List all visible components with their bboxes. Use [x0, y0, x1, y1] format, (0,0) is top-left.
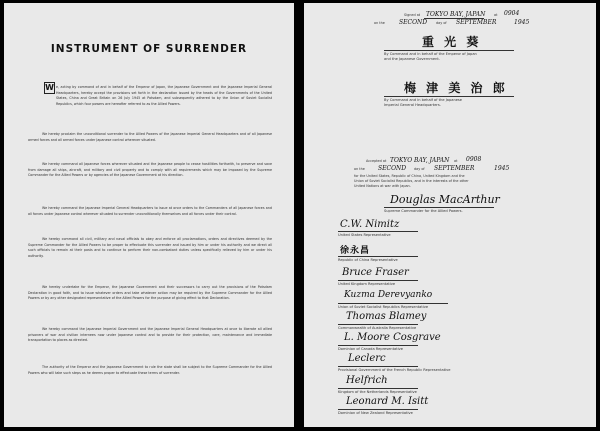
accepted-text-line-2: Union of Soviet Socialist Republics, and in the interests of the other [354, 179, 469, 183]
signatory-caption: Commonwealth of Australia Representative [338, 326, 417, 330]
document-title: INSTRUMENT OF SURRENDER [50, 43, 248, 55]
paragraph-8: The authority of the Emperor and the Japanese Government to rule the state shall be subject to the Supreme Commander for the Allied Powers who will take such steps as he deems proper to effectuate these terms of surrender. [28, 365, 272, 375]
signature-line [384, 207, 494, 208]
signatory-signature: L. Moore Cosgrave [344, 332, 441, 343]
surrender-document-page-1 [4, 3, 294, 427]
signatory-signature: Leonard M. Isitt [346, 396, 429, 407]
accepted-place: TOKYO BAY, JAPAN [390, 157, 450, 164]
signatory-caption: Kingdom of the Netherlands Representative [338, 390, 417, 394]
surrender-document-page-2 [304, 3, 596, 427]
signatory-signature: Kuzma Derevyanko [344, 290, 433, 300]
signatory-signature: Leclerc [348, 353, 386, 364]
japan-headquarters-signature: 梅 津 美 治 郎 [404, 81, 508, 95]
accepted-month: SEPTEMBER [434, 165, 475, 172]
signed-at-label: Signed at [404, 13, 421, 17]
signatory-signature: 徐永昌 [340, 246, 371, 256]
signed-day: SECOND [399, 19, 428, 26]
accepted-year: 1945 [494, 165, 510, 172]
signature-line [338, 231, 418, 232]
signed-month: SEPTEMBER [456, 19, 497, 26]
paragraph-7: We hereby command the Japanese Imperial Government and the Japanese Imperial General Headquarters at once to liberate all allied prisoners of war and civilian internees now under Japanese control and to provide for their protection, care, maintenance and immediate transportation to places as directed. [28, 327, 272, 343]
accepted-day: SECOND [378, 165, 407, 172]
japan-government-signature: 重 光 葵 [422, 35, 482, 49]
paragraph-2: We hereby proclaim the unconditional surrender to the Allied Powers of the Japanese Imperial General Headquarters and of all Japanese armed forces and all armed forces under Japanese control wherever situated. [28, 132, 272, 142]
signatory-caption: United States Representative [338, 233, 391, 237]
japan-government-caption-1: By Command and in behalf of the Emperor of Japan [384, 52, 477, 56]
signature-line [338, 366, 418, 367]
signature-line [338, 303, 448, 304]
accepted-time: 0908 [466, 156, 482, 163]
signed-time: 0904 [504, 10, 520, 17]
signatory-caption: Dominion of New Zealand Representative [338, 411, 413, 415]
accepted-at-label: Accepted at [366, 159, 387, 163]
signatory-caption: Provisional Government of the French Republic Representative [338, 368, 451, 372]
signed-place: TOKYO BAY, JAPAN [426, 11, 486, 18]
day-of-label: day of [436, 21, 447, 25]
signature-line [338, 409, 418, 410]
japan-headquarters-caption-1: By Command and in behalf of the Japanese [384, 98, 463, 102]
signed-year: 1945 [514, 19, 530, 26]
signature-line [338, 324, 418, 325]
signatory-caption: Republic of China Representative [338, 258, 398, 262]
signatory-signature: Thomas Blamey [346, 311, 427, 322]
on-the-label: on the [374, 21, 385, 25]
signatory-signature: Bruce Fraser [342, 267, 409, 278]
macarthur-signature: Douglas MacArthur [390, 193, 500, 206]
signature-line [384, 96, 514, 97]
japan-government-caption-2: and the Japanese Government. [384, 57, 440, 61]
signature-line [338, 345, 418, 346]
paragraph-1: e, acting by command of and in behalf of the Emperor of Japan, the Japanese Government and the Japanese Imperial General Headquarters, hereby accept the provisions set forth in the declaration issued by the heads of the Governments of the United States, China and Great Britain on 26 July 1945 at Potsdam, and subsequently adhered to by the Union of Soviet Socialist Republics, which four powers are hereafter referred to as the Allied Powers. [56, 85, 272, 106]
japan-headquarters-caption-2: Imperial General Headquarters. [384, 103, 441, 107]
paragraph-3: We hereby command all Japanese forces wherever situated and the Japanese people to cease hostilities forthwith, to preserve and save from damage all ships, aircraft, and military and civil property and to comply with all requirements which may be imposed by the Supreme Commander for the Allied Powers or by agencies of the Japanese Government at his direction. [28, 162, 272, 178]
signatory-signature: Helfrich [346, 375, 388, 386]
signatory-caption: Union of Soviet Socialist Republics Representative [338, 305, 429, 309]
paragraph-4: We hereby command the Japanese Imperial General Headquarters to issue at once orders to the Commanders of all Japanese forces and all forces under Japanese control wherever situated to surrender unconditionally themselves and all forces under their control. [28, 206, 272, 216]
paragraph-6: We hereby undertake for the Emperor, the Japanese Government and their successors to carry out the provisions of the Potsdam Declaration in good faith, and to issue whatever orders and take whatever action may be required by the Supreme Commander for the Allied Powers or by any other designated representative of the Allied Powers for the purpose of giving effect to that Declaration. [28, 285, 272, 301]
signatory-caption: United Kingdom Representative [338, 282, 396, 286]
macarthur-caption: Supreme Commander for the Allied Powers. [384, 209, 463, 213]
signature-line [338, 280, 418, 281]
accepted-day-of-label: day of [414, 167, 425, 171]
signature-line [338, 256, 418, 257]
signed-at-word: at [494, 13, 498, 17]
accepted-text-line-3: United Nations at war with Japan. [354, 184, 411, 188]
drop-cap: W [45, 83, 54, 92]
paragraph-5: We hereby command all civil, military and naval officials to obey and enforce all proclamations, orders and directives deemed by the Supreme Commander for the Allied Powers to be proper to effectuate this surrender and issued by him or under his authority and we direct all such officials to remain at their posts and to continue to perform their non-combatant duties unless specifically relieved by him or under his authority. [28, 237, 272, 258]
signature-line [384, 50, 514, 51]
signature-line [338, 388, 418, 389]
accepted-text-line-1: for the United States, Republic of China, United Kingdom and the [354, 174, 465, 178]
accepted-at-word: at [454, 159, 458, 163]
signatory-caption: Dominion of Canada Representative [338, 347, 403, 351]
signatory-signature: C.W. Nimitz [340, 219, 400, 230]
accepted-on-the-label: on the [354, 167, 365, 171]
